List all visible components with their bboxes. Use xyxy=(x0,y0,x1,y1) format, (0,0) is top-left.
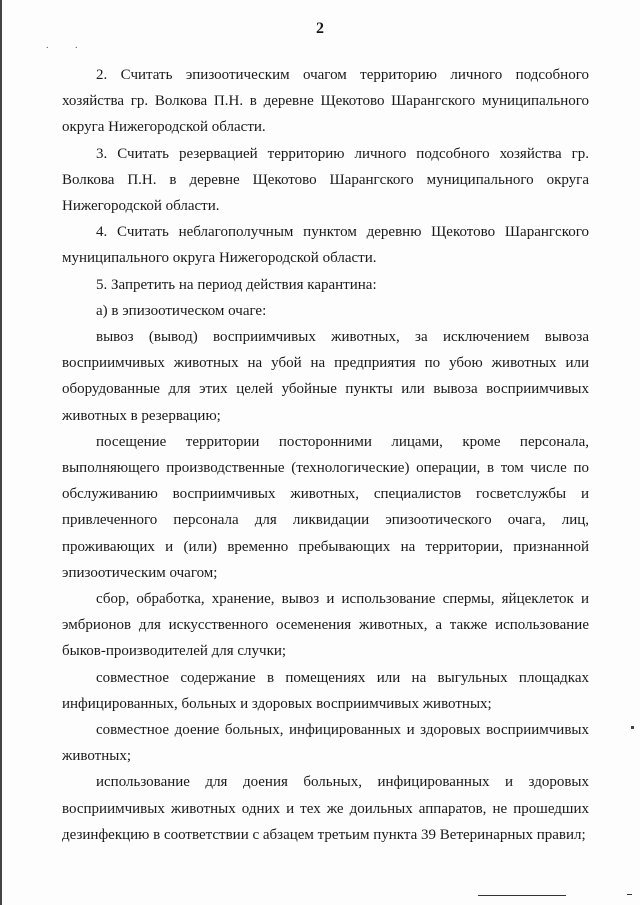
scan-speck xyxy=(631,726,634,729)
paragraph-item-2: 2. Считать эпизоотическим очагом территорию личного подсобного хозяйства гр. Волкова П.Н. в деревне Щекотово Шарангского муниципального округа Нижегородской области. xyxy=(62,67,589,136)
scan-specks: . . xyxy=(46,40,90,51)
scan-edge-line xyxy=(0,0,2,905)
paragraph-export-ban: вывоз (вывод) восприимчивых животных, за исключением вывоза восприимчивых животных на убой на предприятия по убою животных или оборудованные для этих целей убойные пункты или вывоза восприимчивых животных в резервацию; xyxy=(62,329,589,424)
document-body xyxy=(62,62,589,848)
page-number: 2 xyxy=(316,20,324,37)
paragraph-item-4: 4. Считать неблагополучным пунктом деревню Щекотово Шарангского муниципального округа Нижегородской области. xyxy=(62,224,589,267)
footer-rule xyxy=(478,895,566,896)
paragraph-visit-ban: посещение территории посторонними лицами, кроме персонала, выполняющего производственные (технологические) операции, в том числе по обслуживанию восприимчивых животных, специалистов госветслужбы и привлеченного персонала для ликвидации эпизоотического очага, лиц, проживающих и (или) временно пребывающих на территории, признанной эпизоотическим очагом; xyxy=(62,433,589,581)
paragraph-item-5: 5. Запретить на период действия карантина: xyxy=(96,276,377,293)
paragraph-milking-equipment-ban: использование для доения больных, инфицированных и здоровых восприимчивых животных одних и тех же доильных аппаратов, не прошедших дезинфекцию в соответствии с абзацем третьим пункта 39 Ветеринарных правил; xyxy=(62,774,589,843)
scan-mark xyxy=(627,894,632,895)
paragraph-joint-keeping-ban: совместное содержание в помещениях или на выгульных площадках инфицированных, больных и здоровых восприимчивых животных; xyxy=(62,669,589,712)
paragraph-item-3: 3. Считать резервацией территорию личного подсобного хозяйства гр. Волкова П.Н. в деревне Щекотово Шарангского муниципального округа Нижегородской области. xyxy=(62,145,589,215)
paragraph-semen-ban: сбор, обработка, хранение, вывоз и использование спермы, яйцеклеток и эмбрионов для искусственного осеменения животных, а также использование быков-производителей для случки; xyxy=(62,591,589,660)
paragraph-subitem-a: а) в эпизоотическом очаге: xyxy=(96,302,267,319)
paragraph-joint-milking-ban: совместное доение больных, инфицированных и здоровых восприимчивых животных; xyxy=(62,722,589,765)
